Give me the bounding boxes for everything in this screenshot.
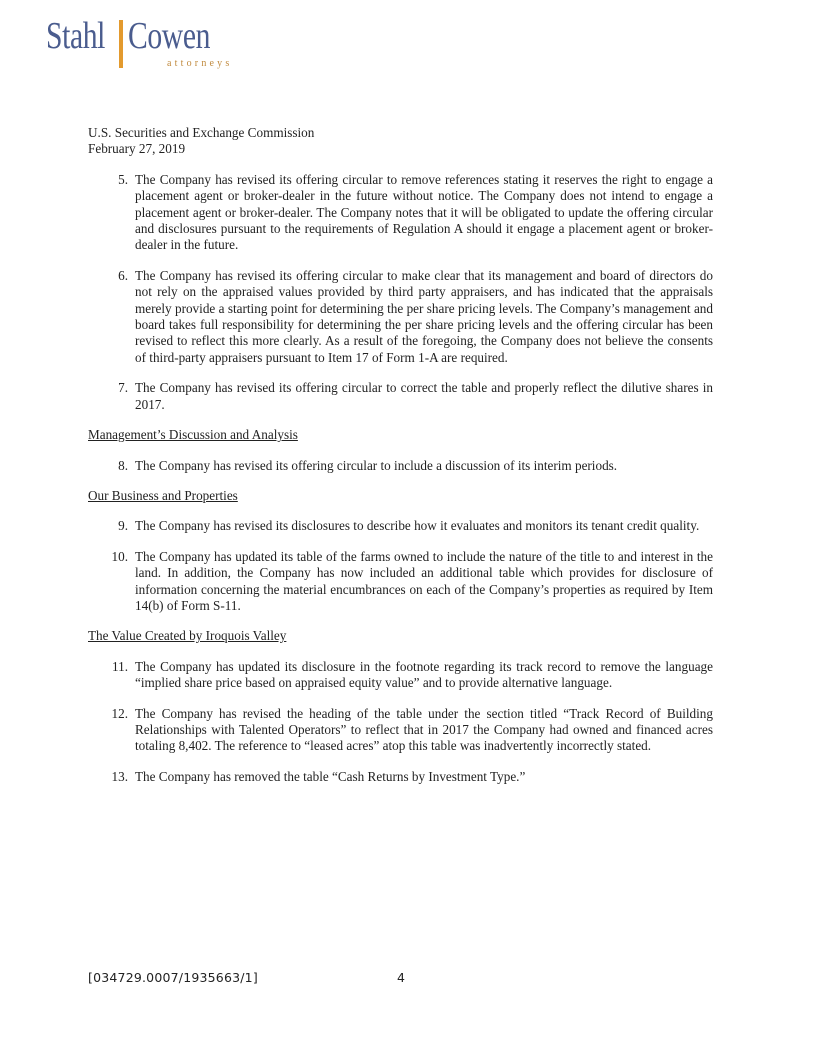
response-item (88, 659, 713, 692)
response-item (88, 518, 713, 534)
response-item (88, 458, 713, 474)
section-heading-mda: Management’s Discussion and Analysis (88, 427, 298, 443)
response-list-a (88, 172, 713, 413)
item-number: 6. (118, 267, 128, 283)
item-number: 8. (118, 457, 128, 473)
item-text: The Company has updated its disclosure in the footnote regarding its track record to remove the language “implied share price based on appraised equity value” and to provide alternative language. (135, 658, 713, 691)
logo-divider (119, 20, 123, 68)
item-text: The Company has revised its offering circular to include a discussion of its interim periods. (135, 457, 618, 473)
item-number: 5. (118, 171, 128, 187)
response-item (88, 549, 713, 615)
item-text: The Company has updated its table of the farms owned to include the nature of the title to and interest in the land. In addition, the Company has now included an additional table which provides for disclosure of information concerning the material encumbrances on each of the Company’s properties as required by Item 14(b) of Form S-11. (135, 548, 713, 613)
item-text: The Company has revised the heading of the table under the section titled “Track Record of Building Relationships with Talented Operators” to reflect that in 2017 the Company had owned and financed acres totaling 8,402. The reference to “leased acres” atop this table was inadvertently incorrectly stated. (135, 705, 713, 754)
document-reference: [034729.0007/1935663/1] (88, 970, 258, 985)
response-item (88, 769, 713, 785)
logo-tagline: attorneys (167, 58, 233, 69)
logo-text-cowen: Cowen (128, 15, 211, 57)
item-number: 9. (118, 518, 128, 534)
section-heading-business: Our Business and Properties (88, 487, 238, 503)
response-item (88, 380, 713, 413)
item-text: The Company has revised its disclosures to describe how it evaluates and monitors its tenant credit quality. (135, 518, 700, 534)
page-number: 4 (397, 970, 405, 985)
response-item (88, 706, 713, 755)
item-number: 7. (118, 380, 128, 396)
item-number: 12. (111, 705, 128, 721)
logo-text-stahl: Stahl (46, 15, 105, 57)
item-text: The Company has removed the table “Cash Returns by Investment Type.” (135, 768, 526, 784)
section-heading-value: The Value Created by Iroquois Valley (88, 628, 287, 644)
item-text: The Company has revised its offering circular to remove references stating it reserves the right to engage a placement agent or broker-dealer in the future without notice. The Company does not intend to engage a placement agent or broker-dealer. The Company notes that it will be obligated to update the offering circular and disclosures pursuant to the requirements of Regulation A should it engage a placement agent or broker-dealer in the future. (135, 171, 713, 253)
response-item (88, 172, 713, 254)
item-number: 13. (111, 768, 128, 784)
response-item (88, 268, 713, 366)
item-number: 10. (111, 548, 128, 564)
item-text: The Company has revised its offering circular to correct the table and properly reflect the dilutive shares in 2017. (135, 380, 713, 412)
addressee: U.S. Securities and Exchange Commission (88, 125, 315, 140)
item-text: The Company has revised its offering circular to make clear that its management and board of directors do not rely on the appraised values provided by third party appraisers, and has indicated that the appraisals merely provide a starting point for determining the per share pricing levels. The Company’s management and board takes full responsibility for determining the per share pricing levels and the offering circular has been revised to reflect this more clearly. As a result of the foregoing, the Company does not believe the consents of third-party appraisers pursuant to Item 17 of Form 1-A are required. (135, 267, 713, 365)
letter-body (88, 125, 713, 799)
letter-date: February 27, 2019 (88, 141, 186, 157)
item-number: 11. (112, 658, 128, 674)
